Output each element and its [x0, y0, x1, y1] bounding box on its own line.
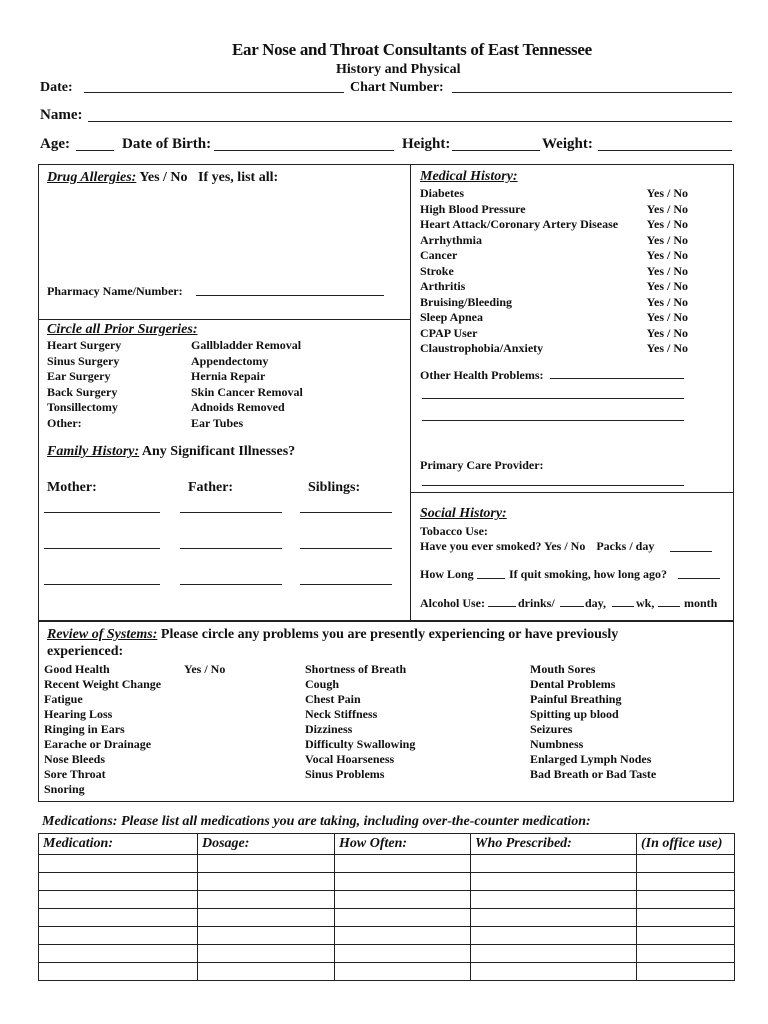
medications-header-row: [39, 834, 735, 855]
medication-cell[interactable]: [198, 891, 335, 909]
surgery-option[interactable]: Heart Surgery: [47, 338, 122, 352]
surgery-option[interactable]: Skin Cancer Removal: [191, 384, 303, 399]
family-history-question: Any Significant Illnesses?: [141, 444, 296, 459]
right-divider: [410, 492, 733, 493]
age-field[interactable]: [76, 150, 114, 151]
drug-allergies-title: [47, 170, 278, 186]
org-title: Ear Nose and Throat Consultants of East Tennessee: [232, 40, 592, 59]
yes-no-option[interactable]: Yes / No: [646, 341, 688, 355]
medication-cell[interactable]: [198, 963, 335, 981]
ros-option[interactable]: Recent Weight Change: [44, 677, 162, 691]
ros-col2: [305, 662, 415, 782]
siblings-field[interactable]: [300, 584, 392, 585]
surgeries-col1: [47, 338, 121, 431]
month-label: month: [684, 596, 718, 610]
medication-row: [39, 873, 735, 891]
yes-no-option[interactable]: Yes / No: [646, 186, 688, 200]
smoked-question: [420, 539, 654, 554]
ros-option[interactable]: Fatigue: [44, 692, 83, 706]
surgery-option[interactable]: Gallbladder Removal: [191, 338, 302, 352]
who-prescribed-column-header: Who Prescribed:: [471, 834, 637, 855]
ros-option[interactable]: Hearing Loss: [44, 707, 113, 721]
dosage-column-header: Dosage:: [198, 834, 335, 855]
medications-instruction: Medications: Please list all medications you are taking, including over-the-counter medication:: [42, 814, 591, 829]
medication-cell[interactable]: [637, 855, 735, 873]
ros-instruction-cont: experienced:: [47, 644, 124, 659]
chart-number-field[interactable]: [452, 92, 732, 93]
ros-option[interactable]: Cough: [305, 677, 340, 691]
ros-option[interactable]: Nose Bleeds: [44, 752, 105, 766]
siblings-label: Siblings:: [308, 480, 361, 495]
weight-label: Weight:: [542, 136, 593, 152]
condition-label: Arrhythmia: [420, 232, 482, 247]
medication-cell[interactable]: [637, 945, 735, 963]
ros-option[interactable]: Seizures: [530, 722, 573, 736]
ros-option[interactable]: Dizziness: [305, 722, 353, 736]
medication-cell[interactable]: [39, 873, 198, 891]
medication-cell[interactable]: [198, 909, 335, 927]
packs-per-day-field[interactable]: [670, 551, 712, 552]
dob-label: Date of Birth:: [122, 136, 212, 152]
other-health-problems-field[interactable]: [422, 420, 684, 421]
pharmacy-field[interactable]: [196, 295, 384, 296]
medication-cell[interactable]: [335, 945, 471, 963]
medication-cell[interactable]: [335, 909, 471, 927]
medication-cell[interactable]: [335, 873, 471, 891]
tobacco-label: Tobacco Use:: [420, 524, 488, 538]
medication-cell[interactable]: [39, 855, 198, 873]
how-often-column-header: How Often:: [335, 834, 471, 855]
surgery-option[interactable]: Tonsillectomy: [47, 400, 118, 414]
weight-field[interactable]: [598, 150, 732, 151]
family-history-title: [47, 444, 295, 460]
ros-option[interactable]: Snoring: [44, 782, 85, 796]
medical-history-row: [420, 186, 688, 202]
alcohol-month-field[interactable]: [658, 606, 680, 607]
medications-table: [38, 833, 735, 981]
date-field[interactable]: [84, 92, 344, 93]
medication-column-header: Medication:: [39, 834, 198, 855]
family-history-heading: Family History:: [47, 444, 140, 459]
ros-instruction: Please circle any problems you are presently experiencing or have previously: [160, 627, 619, 642]
medication-cell[interactable]: [471, 855, 637, 873]
smoked-question-text: Have you ever smoked? Yes / No: [420, 539, 586, 553]
medication-cell[interactable]: [335, 963, 471, 981]
surgery-option[interactable]: Ear Surgery: [47, 369, 111, 383]
yes-no-option[interactable]: Yes / No: [646, 201, 688, 216]
ros-col1: [44, 662, 161, 797]
yes-no-option[interactable]: Yes / No: [646, 310, 688, 324]
father-field[interactable]: [180, 512, 282, 513]
ros-option[interactable]: Spitting up blood: [530, 707, 619, 721]
medication-cell[interactable]: [471, 945, 637, 963]
height-label: Height:: [402, 136, 451, 152]
primary-care-field[interactable]: [422, 485, 684, 486]
yes-no-option[interactable]: Yes / No: [646, 279, 688, 293]
medication-cell[interactable]: [198, 873, 335, 891]
medication-cell[interactable]: [335, 927, 471, 945]
wk-label: wk,: [636, 596, 655, 610]
medication-row: [39, 855, 735, 873]
condition-label: Arthritis: [420, 279, 466, 293]
father-field[interactable]: [180, 584, 282, 585]
medication-cell[interactable]: [471, 873, 637, 891]
yes-no-option[interactable]: Yes / No: [646, 294, 688, 309]
name-label: Name:: [40, 107, 83, 123]
ros-option[interactable]: Sinus Problems: [305, 767, 385, 781]
surgeries-col2: [191, 338, 303, 431]
medical-history-row: [420, 326, 688, 342]
surgery-option[interactable]: Back Surgery: [47, 384, 118, 399]
surgery-option[interactable]: Adnoids Removed: [191, 400, 285, 414]
surgery-option[interactable]: Ear Tubes: [191, 415, 244, 430]
condition-label: CPAP User: [420, 325, 478, 340]
medication-cell[interactable]: [471, 891, 637, 909]
condition-label: Stroke: [420, 263, 454, 278]
ros-option[interactable]: Difficulty Swallowing: [305, 737, 416, 751]
mother-field[interactable]: [44, 548, 160, 549]
pharmacy-label: Pharmacy Name/Number:: [47, 284, 183, 298]
chart-number-label: Chart Number:: [350, 80, 444, 95]
medications-body: [39, 855, 735, 981]
ros-col3: [530, 662, 656, 782]
condition-label: Bruising/Bleeding: [420, 294, 513, 309]
mother-label: Mother:: [47, 480, 97, 495]
ros-option[interactable]: Dental Problems: [530, 677, 616, 691]
medication-row: [39, 927, 735, 945]
surgery-other-label: Other:: [47, 415, 82, 430]
condition-label: Heart Attack/Coronary Artery Disease: [420, 217, 619, 231]
how-long-field[interactable]: [477, 578, 505, 579]
other-health-problems-field[interactable]: [422, 398, 684, 399]
alcohol-label: Alcohol Use:: [420, 596, 485, 610]
father-label: Father:: [188, 480, 234, 495]
left-divider: [38, 319, 411, 320]
medication-cell[interactable]: [471, 963, 637, 981]
condition-label: Sleep Apnea: [420, 310, 484, 324]
medication-cell[interactable]: [198, 945, 335, 963]
medication-cell[interactable]: [39, 927, 198, 945]
form-title: History and Physical: [336, 62, 461, 77]
drug-allergies-heading: Drug Allergies:: [47, 170, 137, 185]
name-field[interactable]: [88, 121, 732, 122]
medical-history-row: [420, 310, 688, 326]
medication-cell[interactable]: [39, 945, 198, 963]
ros-option[interactable]: Painful Breathing: [530, 692, 622, 706]
alcohol-wk-field[interactable]: [612, 606, 634, 607]
medical-history-row: [420, 248, 688, 264]
father-field[interactable]: [180, 548, 282, 549]
alcohol-day-field[interactable]: [560, 606, 584, 607]
drinks-label: drinks/: [518, 596, 555, 610]
primary-care-label: Primary Care Provider:: [420, 458, 544, 472]
medical-history-row: [420, 264, 688, 280]
yes-no-option[interactable]: Yes / No: [646, 263, 688, 278]
medical-history-row: [420, 295, 688, 311]
prior-surgeries-title: Circle all Prior Surgeries:: [47, 322, 198, 337]
ros-option[interactable]: Earache or Drainage: [44, 737, 152, 751]
medication-row: [39, 909, 735, 927]
dob-field[interactable]: [214, 150, 394, 151]
quit-smoking-label: If quit smoking, how long ago?: [509, 567, 668, 581]
quit-smoking-field[interactable]: [678, 578, 720, 579]
medication-row: [39, 963, 735, 981]
condition-label: Claustrophobia/Anxiety: [420, 341, 544, 355]
medication-cell[interactable]: [198, 855, 335, 873]
medical-history-title: Medical History:: [420, 169, 518, 184]
ros-option[interactable]: Shortness of Breath: [305, 662, 407, 676]
medical-history-row: [420, 202, 688, 218]
age-label: Age:: [40, 136, 70, 152]
mother-field[interactable]: [44, 584, 160, 585]
ros-option[interactable]: Vocal Hoarseness: [305, 752, 395, 766]
other-health-problems-field[interactable]: [550, 378, 684, 379]
ros-option[interactable]: Mouth Sores: [530, 662, 596, 676]
ros-option[interactable]: Sore Throat: [44, 767, 106, 781]
condition-label: High Blood Pressure: [420, 201, 526, 216]
mother-field[interactable]: [44, 512, 160, 513]
vertical-divider: [410, 164, 411, 622]
siblings-field[interactable]: [300, 548, 392, 549]
ros-option[interactable]: Good Health: [44, 662, 110, 676]
ros-option[interactable]: Ringing in Ears: [44, 722, 125, 736]
siblings-field[interactable]: [300, 512, 392, 513]
date-label: Date:: [40, 80, 73, 95]
how-long-label: How Long: [420, 567, 474, 581]
ros-heading: Review of Systems:: [47, 627, 158, 642]
medication-cell[interactable]: [637, 891, 735, 909]
medical-history-row: [420, 341, 688, 357]
surgery-option[interactable]: Sinus Surgery: [47, 353, 120, 368]
medication-cell[interactable]: [198, 927, 335, 945]
medical-history-row: [420, 279, 688, 295]
condition-label: Diabetes: [420, 186, 464, 200]
ros-option[interactable]: Enlarged Lymph Nodes: [530, 752, 652, 766]
ros-option[interactable]: Chest Pain: [305, 692, 361, 706]
yes-no-option[interactable]: Yes / No: [646, 325, 688, 340]
drug-allergies-question: Yes / No If yes, list all:: [139, 170, 279, 185]
medication-cell[interactable]: [637, 927, 735, 945]
yes-no-option[interactable]: Yes / No: [646, 217, 688, 231]
ros-option[interactable]: Bad Breath or Bad Taste: [530, 767, 657, 781]
office-use-column-header: (In office use): [637, 834, 735, 855]
medical-history-row: [420, 233, 688, 249]
medical-history-row: [420, 217, 688, 233]
medication-cell[interactable]: [39, 891, 198, 909]
surgery-option[interactable]: Appendectomy: [191, 353, 269, 368]
medication-cell[interactable]: [637, 909, 735, 927]
yes-no-option[interactable]: Yes / No: [646, 232, 688, 247]
medication-cell[interactable]: [335, 891, 471, 909]
medication-cell[interactable]: [471, 909, 637, 927]
medical-history-list: [420, 186, 688, 357]
ros-header: [47, 627, 618, 643]
good-health-yes-no[interactable]: Yes / No: [184, 662, 226, 676]
condition-label: Cancer: [420, 248, 458, 262]
medication-cell[interactable]: [637, 963, 735, 981]
height-field[interactable]: [452, 150, 540, 151]
medication-row: [39, 891, 735, 909]
packs-per-day-label: Packs / day: [596, 539, 655, 553]
ros-option[interactable]: Neck Stiffness: [305, 707, 378, 721]
alcohol-drinks-field[interactable]: [488, 606, 516, 607]
medication-cell[interactable]: [471, 927, 637, 945]
medication-cell[interactable]: [39, 909, 198, 927]
ros-option[interactable]: Numbness: [530, 737, 584, 751]
day-label: day,: [585, 596, 607, 610]
medication-cell[interactable]: [39, 963, 198, 981]
medication-cell[interactable]: [335, 855, 471, 873]
medication-row: [39, 945, 735, 963]
medication-cell[interactable]: [637, 873, 735, 891]
other-health-problems-label: Other Health Problems:: [420, 368, 544, 382]
surgery-option[interactable]: Hernia Repair: [191, 369, 266, 383]
social-history-title: Social History:: [420, 506, 507, 521]
yes-no-option[interactable]: Yes / No: [646, 248, 688, 262]
